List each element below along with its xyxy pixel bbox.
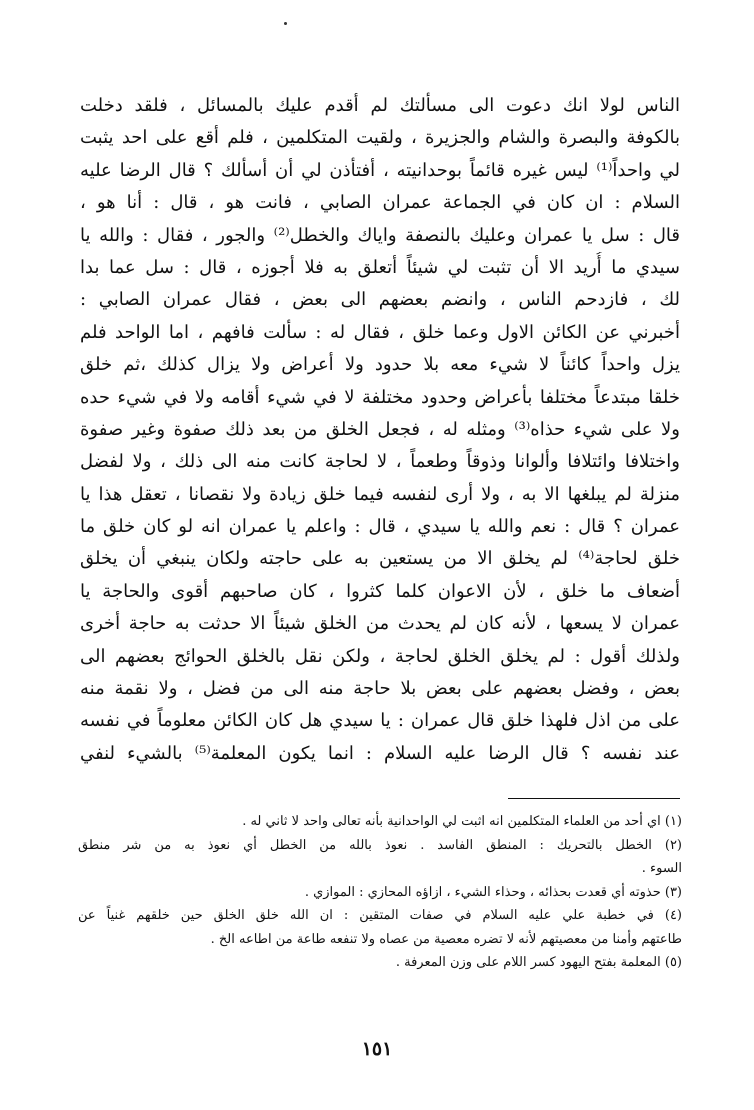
body-line: الناس لولا انك دعوت الى مسألتك لم أقدم عليك بالمسائل ، فلقد دخلت bbox=[80, 95, 680, 116]
footnotes bbox=[78, 810, 682, 975]
body-line: بعض ، وفضل بعضهم على بعض بلا حاجة منه الى من فضل ، ولا نقمة منه bbox=[80, 678, 680, 700]
footnote-4: (٤) في خطبة علي عليه السلام في صفات المتقين : ان الله خلق الخلق حين خلقهم غنياً عن bbox=[78, 908, 682, 923]
footnote-3: (٣) حذوته أي قعدت بحذائه ، وحذاء الشيء ، ازاؤه المحازي : الموازي . bbox=[304, 884, 682, 900]
body-line: قال : سل يا عمران وعليك بالنصفة واياك والخطل⁽²⁾ والجور ، فقال : والله يا bbox=[80, 224, 680, 246]
body-line: السلام : ان كان في الجماعة عمران الصابي ، فانت هو ، قال : أنا هو ، bbox=[80, 192, 680, 214]
body-line: لك ، فازدحم الناس ، وانضم بعضهم الى بعض ، فقال عمران الصابي : bbox=[80, 289, 680, 311]
body-line: خلق لحاجة⁽⁴⁾ لم يخلق الا من يستعين به على حاجته ولكان ينبغي أن يخلق bbox=[80, 548, 680, 570]
body-line: يزل واحداً كائناً لا شيء معه بلا حدود ولا أعراض ولا يزال كذلك ،ثم خلق bbox=[80, 354, 680, 376]
body-text bbox=[80, 90, 680, 770]
page-number: ١٥١ bbox=[361, 1038, 393, 1060]
footnote-divider bbox=[508, 798, 680, 799]
body-line: واختلافا وائتلافا وألوانا وذوقاً وطعماً ، لا لحاجة كانت منه الى ذلك ، ولا لفضل bbox=[80, 451, 680, 473]
body-line: بالكوفة والبصرة والشام والجزيرة ، ولقيت المتكلمين ، فلم أقع على احد يثبت bbox=[80, 127, 680, 149]
body-line: عمران ؟ قال : نعم والله يا سيدي ، قال : واعلم يا عمران انه لو كان خلق ما bbox=[80, 516, 680, 538]
body-line: على من اذل فلهذا خلق قال عمران : يا سيدي هل كان الكائن معلوماً في نفسه bbox=[80, 710, 680, 732]
body-line: منزلة لم يبلغها الا به ، ولا أرى لنفسه فيما خلق زيادة ولا نقصانا ، تعقل هذا يا bbox=[80, 483, 680, 505]
body-line: ولا على شيء حذاه⁽³⁾ ومثله له ، فجعل الخلق من بعد ذلك صفوة وغير صفوة bbox=[80, 418, 680, 440]
footnote-5: (٥) المعلمة بفتح اليهود كسر اللام على وزن المعرفة . bbox=[395, 955, 682, 970]
footnote-4-continued: طاعتهم وأمنا من معصيتهم لأنه لا تضره معصية من عصاه ولا تنفعه طاعة من اطاعه الخ . bbox=[210, 931, 682, 947]
body-line: خلقا مبتدعاً مختلفا بأعراض وحدود مختلفة لا في شيء أقامه ولا في شيء حده bbox=[80, 386, 680, 408]
footnote-2-continued: السوء . bbox=[641, 861, 682, 876]
body-line: أخبرني عن الكائن الاول وعما خلق ، فقال له : سألت فافهم ، اما الواحد فلم bbox=[80, 321, 680, 343]
body-line: سيدي ما أُريد الا أن تثبت لي شيئاً أتعلق به فلا أجوزه ، قال : سل عما بدا bbox=[80, 256, 680, 278]
body-line: ولذلك أقول : لم يخلق الخلق لحاجة ، ولكن نقل بالخلق الحوائج بعضهم الى bbox=[80, 645, 680, 667]
body-line: عند نفسه ؟ قال الرضا عليه السلام : انما يكون المعلمة⁽⁵⁾ بالشيء لنفي bbox=[80, 742, 680, 764]
body-line: عمران لا يسعها ، لأنه كان لم يحدث من الخلق شيئاً الا حدثت به حاجة أخرى bbox=[80, 613, 680, 635]
top-mark bbox=[284, 22, 287, 25]
body-line: لي واحداً⁽¹⁾ ليس غيره قائماً بوحدانيته ، أفتأذن لي أن أسألك ؟ قال الرضا عليه bbox=[80, 159, 680, 181]
footnote-2: (٢) الخطل بالتحريك : المنطق الفاسد . نعوذ بالله من الخطل أي نعوذ به من شر منطق bbox=[78, 837, 682, 853]
body-line: أضعاف ما خلق ، لأن الاعوان كلما كثروا ، كان صاحبهم أقوى والحاجة يا bbox=[80, 580, 680, 602]
footnote-1: (١) اي أحد من العلماء المتكلمين انه اثبت لي الواحدانية بأنه تعالى واحد لا ثاني له . bbox=[242, 814, 682, 829]
